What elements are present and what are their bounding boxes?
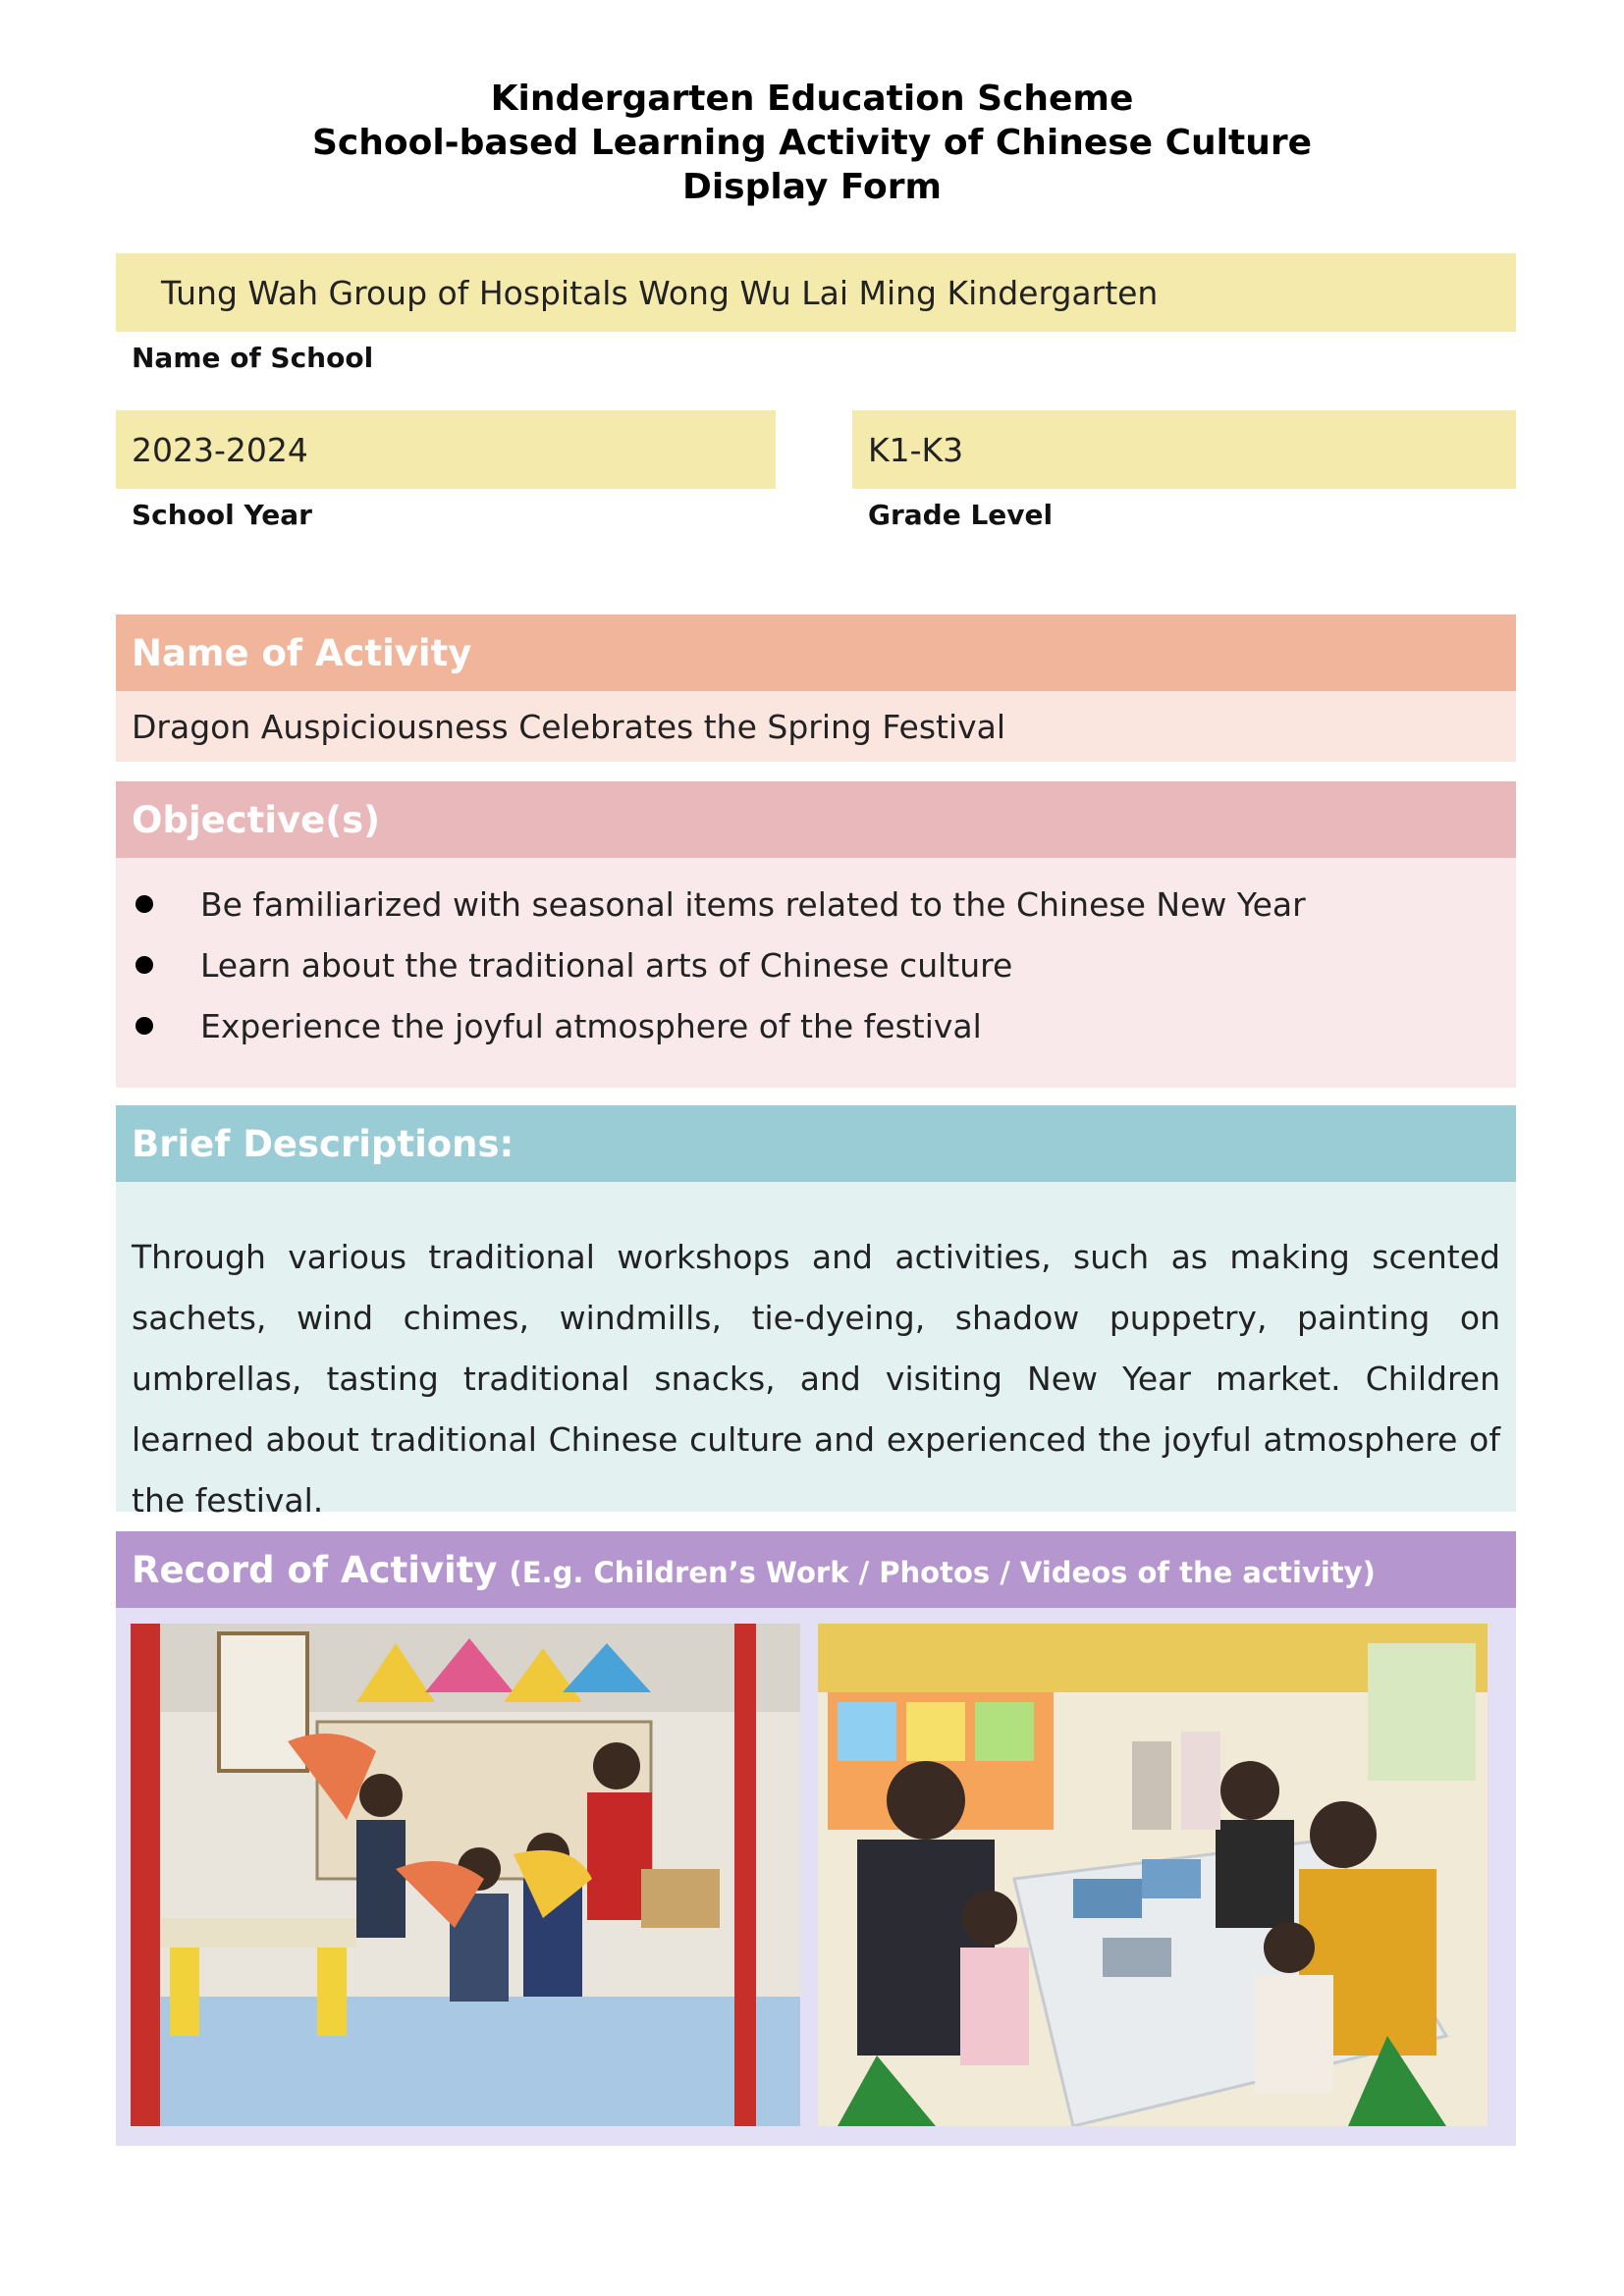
activity-photo-1 [131, 1624, 800, 2126]
header-line-1: Kindergarten Education Scheme [490, 79, 1134, 119]
header-line-3: Display Form [681, 167, 943, 207]
school-name-value: Tung Wah Group of Hospitals Wong Wu Lai Ming Kindergarten [161, 273, 1159, 312]
description-text: Through various traditional workshops and activities, such as making scented sachets, wind chimes, windmills, tie-dyeing, shadow puppetry, painting on umbrellas, tasting traditional snacks, and visiting New Year market. Children learned about traditional Chinese culture and experienced the joyful atmosphere of the festival. [132, 1238, 1500, 1520]
objective-item [116, 995, 1516, 1056]
activity-name-value: Dragon Auspiciousness Celebrates the Spring Festival [132, 707, 1006, 746]
descriptions-heading-text: Brief Descriptions: [132, 1122, 514, 1165]
bullet-icon [135, 1017, 153, 1035]
objective-item [116, 874, 1516, 934]
school-year-value: 2023-2024 [132, 430, 308, 469]
activity-body [116, 691, 1516, 762]
form-header [0, 77, 1624, 209]
school-name-field [116, 253, 1516, 332]
school-year-field [116, 410, 776, 489]
objective-item [116, 934, 1516, 995]
objective-text: Experience the joyful atmosphere of the festival [200, 1006, 982, 1045]
school-year-label: School Year [132, 499, 312, 531]
grade-level-label: Grade Level [868, 499, 1054, 531]
record-heading [116, 1531, 1516, 1608]
activity-heading-text: Name of Activity [132, 631, 472, 674]
activity-photo-2 [818, 1624, 1488, 2126]
objectives-heading [116, 781, 1516, 858]
descriptions-heading [116, 1105, 1516, 1182]
objectives-heading-text: Objective(s) [132, 798, 381, 841]
header-line-2: School-based Learning Activity of Chinese Culture [311, 123, 1313, 163]
descriptions-body [116, 1182, 1516, 1520]
bullet-icon [135, 956, 153, 974]
record-subheading-text: (E.g. Children’s Work / Photos / Videos of the activity) [509, 1556, 1376, 1589]
objective-text: Learn about the traditional arts of Chinese culture [200, 945, 1013, 985]
objective-text: Be familiarized with seasonal items related to the Chinese New Year [200, 884, 1306, 924]
record-heading-text: Record of Activity [132, 1548, 498, 1591]
grade-level-field [852, 410, 1516, 489]
bullet-icon [135, 895, 153, 913]
activity-heading [116, 614, 1516, 691]
photo-1-illustration [131, 1624, 800, 2126]
grade-level-value: K1-K3 [868, 430, 964, 469]
objectives-body [116, 858, 1516, 1088]
photo-2-illustration [818, 1624, 1488, 2126]
school-name-label: Name of School [132, 342, 374, 374]
